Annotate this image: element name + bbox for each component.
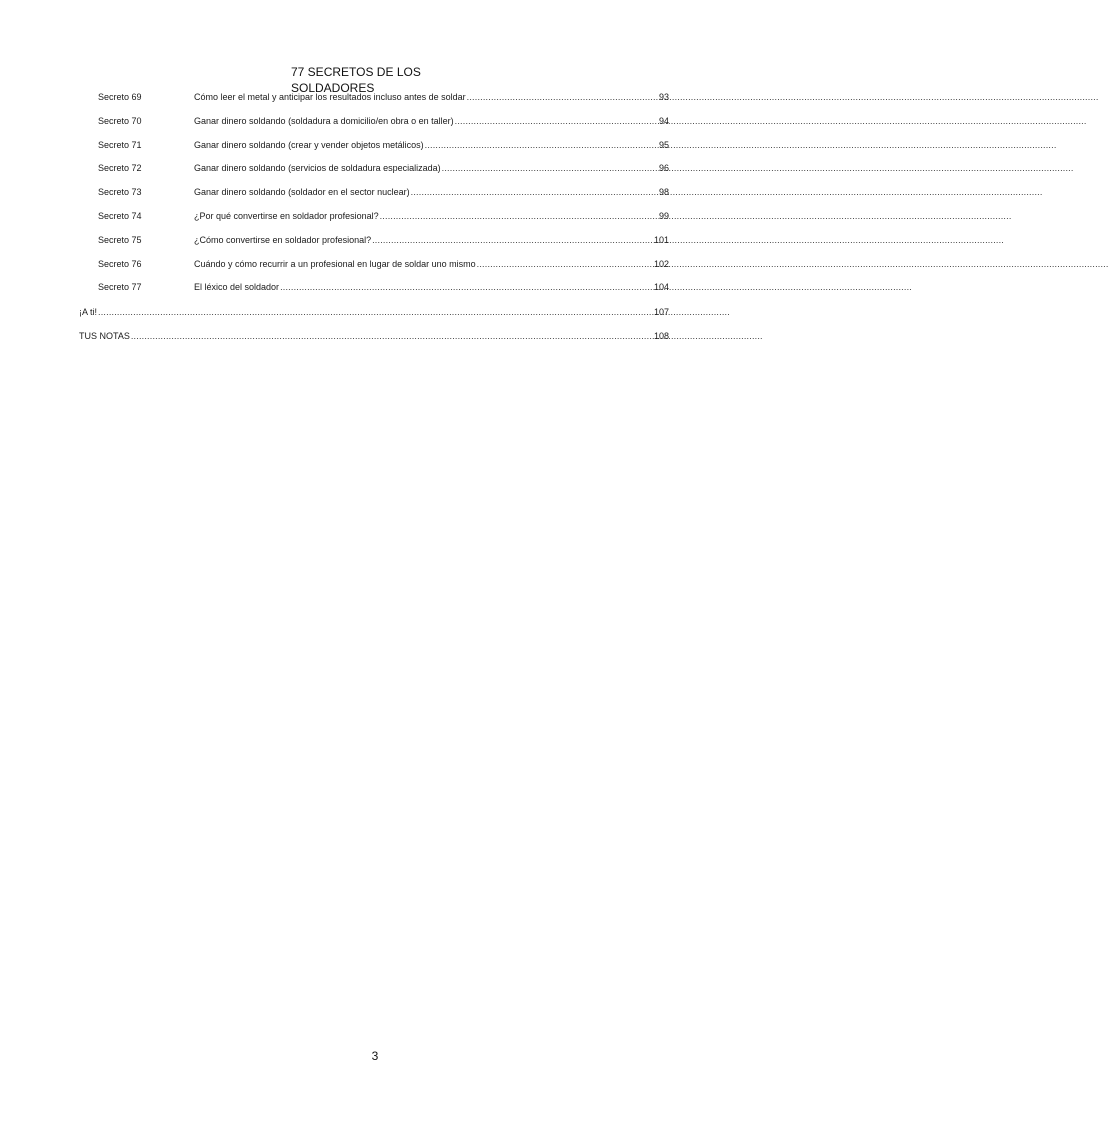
toc-entry-number: Secreto 72 xyxy=(98,163,142,173)
toc-entry-page: 93 xyxy=(658,92,669,102)
toc-entry-secret-72[interactable] xyxy=(98,162,669,174)
dot-leader xyxy=(411,186,658,198)
toc-entry-secret-71[interactable] xyxy=(98,139,669,151)
toc-entry-secret-77[interactable] xyxy=(98,281,669,293)
dot-leader xyxy=(131,330,653,342)
toc-entry-secret-74[interactable] xyxy=(98,210,669,222)
toc-entry-number: Secreto 70 xyxy=(98,116,142,126)
toc-entry-secret-73[interactable] xyxy=(98,186,669,198)
toc-entry-page: 98 xyxy=(658,187,669,197)
toc-entry-title: Ganar dinero soldando (crear y vender objetos metálicos) xyxy=(194,140,424,150)
toc-entry-title: El léxico del soldador xyxy=(194,282,280,292)
toc-entry-number: Secreto 69 xyxy=(98,92,142,102)
toc-entry-page: 108 xyxy=(653,331,669,341)
toc-entry-secret-69[interactable] xyxy=(98,91,669,103)
dot-leader xyxy=(380,210,658,222)
toc-entry-page: 99 xyxy=(658,211,669,221)
page-number: 3 xyxy=(371,1049,379,1063)
toc-entry-tus-notas[interactable] xyxy=(79,330,669,342)
toc-entry-page: 101 xyxy=(653,235,669,245)
dot-leader xyxy=(425,139,658,151)
toc-entry-number: Secreto 73 xyxy=(98,187,142,197)
running-header: 77 SECRETOS DE LOS SOLDADORES xyxy=(291,65,421,95)
toc-entry-secret-76[interactable] xyxy=(98,258,669,270)
toc-entry-page: 96 xyxy=(658,163,669,173)
toc-entry-number: Secreto 71 xyxy=(98,140,142,150)
toc-entry-page: 94 xyxy=(658,116,669,126)
toc-entry-title: Ganar dinero soldando (soldadura a domicilio/en obra o en taller) xyxy=(194,116,454,126)
toc-entry-number: Secreto 77 xyxy=(98,282,142,292)
dot-leader xyxy=(372,234,653,246)
toc-entry-secret-70[interactable] xyxy=(98,115,669,127)
toc-entry-title: ¿Por qué convertirse en soldador profesional? xyxy=(194,211,379,221)
toc-entry-title: ¡A ti! xyxy=(79,307,98,317)
toc-entry-title: Cómo leer el metal y anticipar los resultados incluso antes de soldar xyxy=(194,92,466,102)
toc-entry-number: Secreto 74 xyxy=(98,211,142,221)
toc-entry-page: 95 xyxy=(658,140,669,150)
dot-leader xyxy=(98,306,653,318)
toc-entry-title: Ganar dinero soldando (soldador en el sector nuclear) xyxy=(194,187,410,197)
toc-entry-secret-75[interactable] xyxy=(98,234,669,246)
toc-entry-number: Secreto 76 xyxy=(98,259,142,269)
dot-leader xyxy=(442,162,658,174)
toc-entry-page: 107 xyxy=(653,307,669,317)
toc-entry-title: ¿Cómo convertirse en soldador profesional? xyxy=(194,235,372,245)
toc-entry-page: 104 xyxy=(653,282,669,292)
toc-entry-number: Secreto 75 xyxy=(98,235,142,245)
toc-entry-title: TUS NOTAS xyxy=(79,331,130,341)
toc-entry-a-ti[interactable] xyxy=(79,306,669,318)
dot-leader xyxy=(467,91,658,103)
toc-entry-title: Ganar dinero soldando (servicios de soldadura especializada) xyxy=(194,163,441,173)
dot-leader xyxy=(477,258,653,270)
dot-leader xyxy=(455,115,658,127)
toc-entry-title: Cuándo y cómo recurrir a un profesional en lugar de soldar uno mismo xyxy=(194,259,476,269)
dot-leader xyxy=(280,281,653,293)
toc-entry-page: 102 xyxy=(653,259,669,269)
